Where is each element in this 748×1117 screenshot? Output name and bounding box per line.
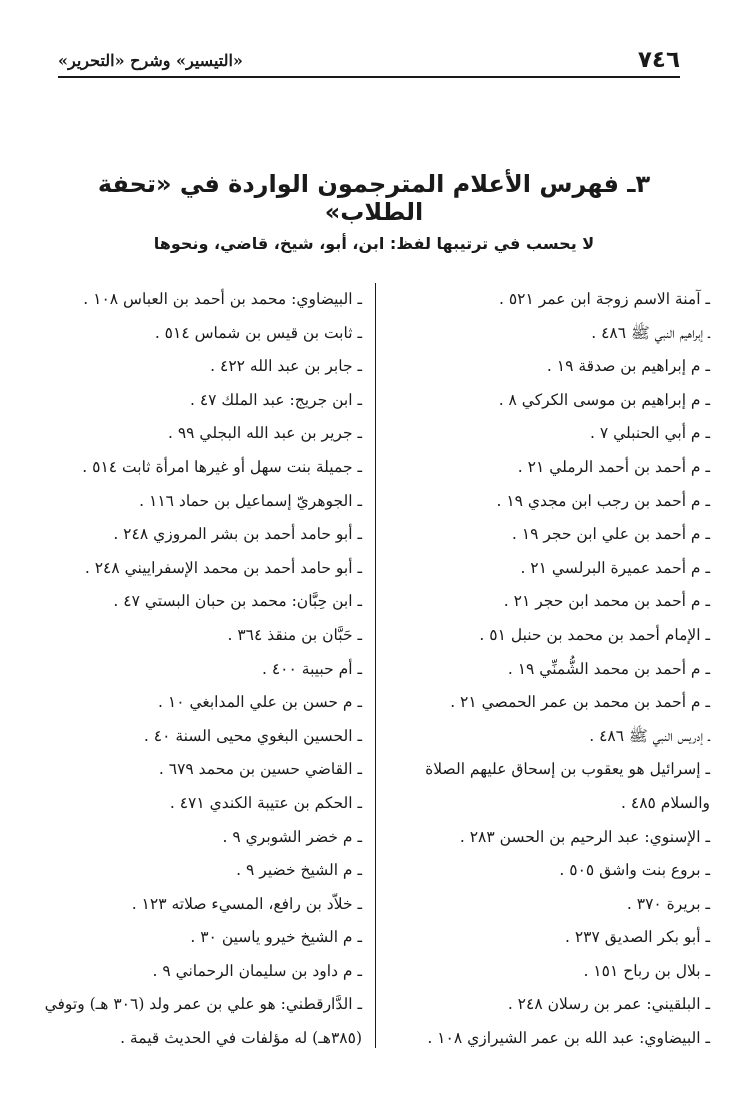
index-entry: ـ م أحمد بن رجب ابن مجدي ١٩ . xyxy=(496,491,710,510)
index-entry: ـ م الشيخ خيرو ياسين ٣٠ . xyxy=(190,928,362,947)
index-entry: ـ إدريس النبي ﷺ ٤٨٦ . xyxy=(589,726,710,745)
index-columns xyxy=(40,283,710,1053)
index-entry: ـ أبو بكر الصديق ٢٣٧ . xyxy=(565,928,710,947)
index-entry: ـ الجوهريّ إسماعيل بن حماد ١١٦ . xyxy=(139,491,362,510)
index-entry: ـ الإمام أحمد بن محمد بن حنبل ٥١ . xyxy=(479,625,710,644)
index-entry: ـ الدَّارقطني: هو علي بن عمر ولد (٣٠٦ هـ) وتوفي (٣٨٥هـ) له مؤلفات في الحديث قيمة . xyxy=(44,995,362,1048)
index-entry: ـ جرير بن عبد الله البجلي ٩٩ . xyxy=(167,424,362,443)
index-entry: ـ م أبي الحنبلي ٧ . xyxy=(589,424,710,443)
index-entry: ـ أم حبيبة ٤٠٠ . xyxy=(262,659,362,678)
index-entry: ـ بلال بن رباح ١٥١ . xyxy=(583,961,710,980)
index-entry: ـ ثابت بن قيس بن شماس ٥١٤ . xyxy=(154,323,362,342)
index-entry: ـ إسرائيل هو يعقوب بن إسحاق عليهم الصلاة والسلام ٤٨٥ . xyxy=(425,760,710,812)
index-entry: ـ ابن حِبَّان: محمد بن حبان البستي ٤٧ . xyxy=(113,592,362,611)
index-entry: ـ أبو حامد أحمد بن بشر المروزي ٢٤٨ . xyxy=(113,525,362,544)
index-entry: ـ البيضاوي: عبد الله بن عمر الشيرازي ١٠٨ . xyxy=(427,1029,710,1048)
index-entry: ـ م أحمد بن محمد الشُّمنِّي ١٩ . xyxy=(507,659,710,678)
index-entry: ـ م الشيخ خضير ٩ . xyxy=(236,861,362,880)
index-entry: ـ م أحمد بن أحمد الرملي ٢١ . xyxy=(517,457,710,476)
running-title: «التيسير» وشرح «التحرير» xyxy=(58,50,243,70)
section-note: لا يحسب في ترتيبها لفظ: ابن، أبو، شيخ، قاضي، ونحوها xyxy=(153,234,595,253)
index-entry: ـ م أحمد بن علي ابن حجر ١٩ . xyxy=(511,525,710,544)
section-heading: ٣ـ فهرس الأعلام المترجمون الواردة في «تحفة الطلاب» xyxy=(97,170,651,226)
index-entry: ـ البيضاوي: محمد بن أحمد بن العباس ١٠٨ . xyxy=(83,290,362,308)
index-entry: ـ م حسن بن علي المدابغي ١٠ . xyxy=(158,693,362,712)
index-entry: ـ إبراهيم النبي ﷺ ٤٨٦ . xyxy=(591,323,710,342)
index-entry: ـ أبو حامد أحمد بن محمد الإسفراييني ٢٤٨ . xyxy=(84,558,362,577)
index-entry: ـ ابن جريج: عبد الملك ٤٧ . xyxy=(189,390,362,409)
index-entry: ـ آمنة الاسم زوجة ابن عمر ٥٢١ . xyxy=(498,290,710,308)
index-entry: ـ جابر بن عبد الله ٤٢٢ . xyxy=(210,357,362,376)
index-entry: ـ م أحمد عميرة البرلسي ٢١ . xyxy=(520,558,710,577)
index-entry: ـ جميلة بنت سهل أو غيرها امرأة ثابت ٥١٤ . xyxy=(82,457,362,476)
index-entry: ـ م إبراهيم بن صدقة ١٩ . xyxy=(546,357,710,376)
index-entry: ـ الحسين البغوي محيى السنة ٤٠ . xyxy=(143,726,362,745)
running-header xyxy=(58,44,680,78)
column-divider xyxy=(375,283,376,1048)
index-entry: ـ م خضر الشوبري ٩ . xyxy=(222,827,362,846)
index-entry: ـ خلاّد بن رافع، المسيء صلاته ١٢٣ . xyxy=(131,894,362,913)
index-column-left xyxy=(40,283,362,1056)
page-number: ٧٤٦ xyxy=(637,47,680,73)
index-entry: ـ م داود بن سليمان الرحماني ٩ . xyxy=(152,961,362,980)
index-entry: ـ القاضي حسين بن محمد ٦٧٩ . xyxy=(158,760,362,779)
index-entry: ـ م إبراهيم بن موسى الكركي ٨ . xyxy=(498,390,710,409)
index-entry: ـ الحكم بن عتيبة الكندي ٤٧١ . xyxy=(169,793,362,812)
index-entry: ـ بريرة ٣٧٠ . xyxy=(626,894,710,913)
index-column-right xyxy=(388,283,710,1056)
index-entry: ـ حَبَّان بن منقذ ٣٦٤ . xyxy=(227,625,362,644)
index-entry: ـ م أحمد بن محمد بن عمر الحمصي ٢١ . xyxy=(450,693,710,712)
index-entry: ـ م أحمد بن محمد ابن حجر ٢١ . xyxy=(503,592,710,611)
index-entry: ـ الإسنوي: عبد الرحيم بن الحسن ٢٨٣ . xyxy=(459,827,710,846)
index-entry: ـ بروع بنت واشق ٥٠٥ . xyxy=(559,861,710,880)
index-entry: ـ البلقيني: عمر بن رسلان ٢٤٨ . xyxy=(507,995,710,1014)
